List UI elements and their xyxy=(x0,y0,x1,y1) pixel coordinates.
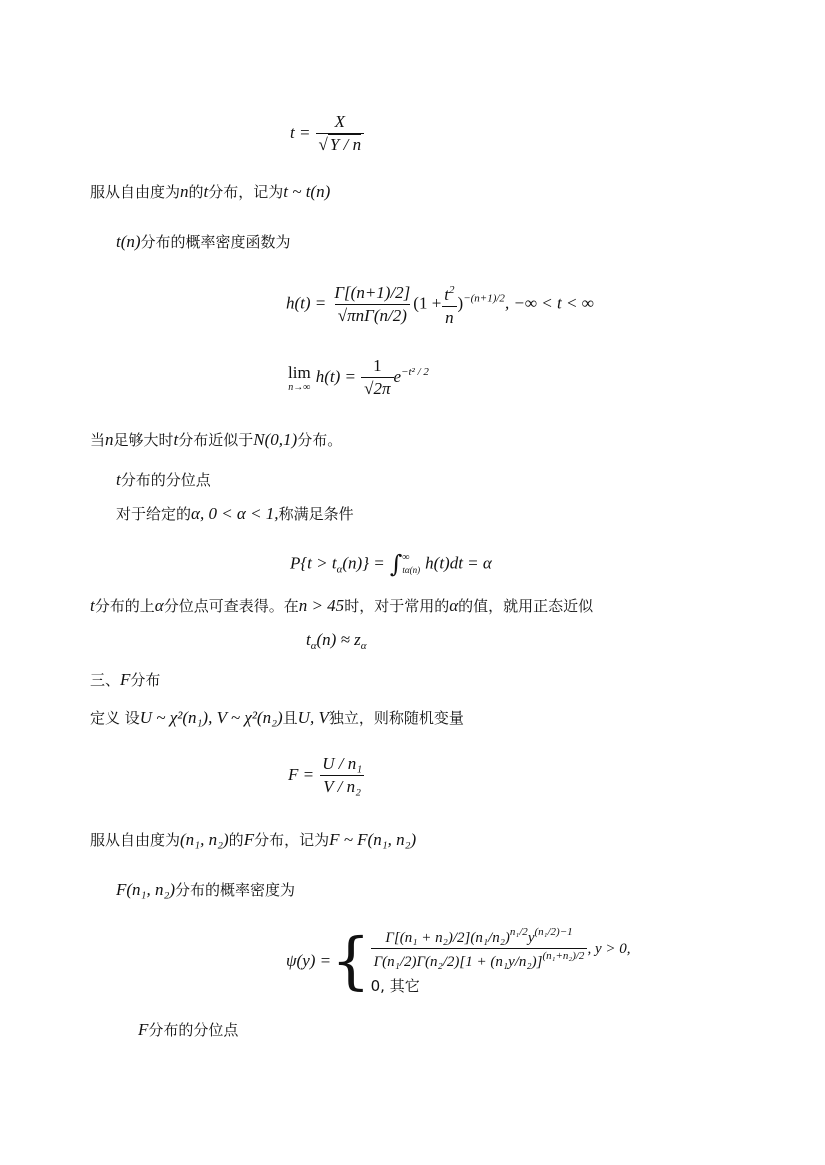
math-t: t xyxy=(203,182,209,201)
paragraph-upper-quantile xyxy=(90,596,593,616)
text: 服从自由度为 xyxy=(90,831,181,849)
equation-t-definition xyxy=(290,112,364,155)
text: 的 xyxy=(188,183,204,201)
numerator: 1 xyxy=(373,356,382,375)
text: 服从自由度为 xyxy=(90,183,181,201)
text: 三、 xyxy=(90,671,121,689)
text: 分布的概率密度函数为 xyxy=(140,233,291,251)
denominator: V / n₂ xyxy=(320,775,364,797)
text: 独立，则称随机变量 xyxy=(328,709,464,727)
text: 分布。 xyxy=(297,431,343,449)
math-n: n xyxy=(105,430,114,449)
text: 称满足条件 xyxy=(278,505,354,523)
fraction xyxy=(371,926,588,971)
math-expr: F ~ F(n₁, n₂) xyxy=(329,830,417,849)
equation-h-t xyxy=(286,280,594,328)
superscript: 2 xyxy=(449,284,455,296)
sqrt-sign: √ xyxy=(318,135,328,154)
text: 对于给定的 xyxy=(116,505,192,523)
math-n: n xyxy=(180,182,189,201)
paragraph-F-pdf-intro xyxy=(116,880,295,900)
text: t xyxy=(306,630,311,649)
fraction xyxy=(319,754,365,797)
fraction xyxy=(316,112,365,155)
math-t: t xyxy=(173,430,179,449)
math-expr: n > 45 xyxy=(298,596,345,615)
math-expr: F(n₁, n₂) xyxy=(116,880,176,899)
eq-lhs: t = xyxy=(290,123,311,142)
math-t: t xyxy=(116,470,121,489)
heading-F-quantile xyxy=(138,1020,238,1040)
case-1 xyxy=(371,926,631,971)
lim-block xyxy=(288,363,311,393)
text: t xyxy=(444,285,450,304)
numerator xyxy=(382,926,575,948)
text: 的 xyxy=(228,831,244,849)
math-F: F xyxy=(138,1020,149,1039)
eq-lhs: ψ(y) = xyxy=(286,951,332,970)
text: 的值，就用正态近似 xyxy=(458,597,594,615)
subscript: α xyxy=(336,563,343,576)
subscript: α xyxy=(360,640,367,652)
text: , −∞ < t < ∞ xyxy=(504,293,594,313)
math-expr: α, 0 < α < 1, xyxy=(191,504,279,523)
superscript: (n₁/2)−1 xyxy=(534,926,573,938)
text: (n) ≈ z xyxy=(316,630,361,649)
math-F: F xyxy=(243,830,255,849)
text: 分布，记为 xyxy=(208,183,284,201)
text: P{t > t xyxy=(290,553,337,573)
left-brace: { xyxy=(331,924,371,997)
paragraph-given-alpha xyxy=(116,504,354,524)
denominator xyxy=(316,133,365,155)
text: 分布的概率密度为 xyxy=(175,881,296,899)
paragraph-definition xyxy=(90,708,464,728)
eq-lhs: h(t) = xyxy=(286,293,327,313)
text: 分布，记为 xyxy=(254,831,330,849)
numerator: Γ[(n+1)/2] xyxy=(334,282,411,302)
text: 分布的分位点 xyxy=(148,1021,239,1039)
paragraph-F-distribution xyxy=(90,830,416,850)
eq-lhs: F = xyxy=(288,765,315,784)
radicand: Y / n xyxy=(329,135,362,154)
denominator: n xyxy=(442,306,457,328)
fraction xyxy=(331,283,413,326)
integral-sign: ∫ xyxy=(389,550,403,578)
math-expr: t(n) xyxy=(116,232,141,251)
text: h(t) = xyxy=(315,367,357,386)
math-expr: t ~ t(n) xyxy=(283,182,331,201)
case-2: 0, 其它 xyxy=(370,977,420,995)
fraction xyxy=(361,356,393,399)
integral-limits xyxy=(402,552,420,576)
lim: lim xyxy=(288,362,311,382)
text: 足够大时 xyxy=(113,431,174,449)
denominator: √2π xyxy=(361,377,393,399)
math-expr: U, V xyxy=(297,708,329,727)
text: (n)} = xyxy=(342,553,385,573)
heading-t-quantile xyxy=(116,470,211,490)
upper-limit: ∞ xyxy=(402,552,410,563)
equation-F-definition xyxy=(288,754,365,797)
numerator: X xyxy=(334,112,345,131)
math-t: t xyxy=(90,596,95,615)
text: , y > 0, xyxy=(587,941,631,957)
numerator: U / n₁ xyxy=(322,754,363,773)
text: 定义 设 xyxy=(90,709,140,727)
text: 分布近似于 xyxy=(178,431,254,449)
superscript: −t² / 2 xyxy=(401,366,429,378)
denominator: √πnΓ(n/2) xyxy=(335,304,410,326)
text: h(t)dt = α xyxy=(425,553,492,573)
text: 分位点可查表得。在 xyxy=(163,597,299,615)
math-expr: U ~ χ²(n₁), V ~ χ²(n₂) xyxy=(139,708,283,727)
math-expr: N(0,1) xyxy=(253,430,298,449)
math-F: F xyxy=(120,670,131,689)
paragraph-t-pdf-intro xyxy=(116,232,291,252)
text: 分布 xyxy=(130,671,161,689)
superscript: −(n+1)/2 xyxy=(463,292,505,305)
math-alpha: α xyxy=(154,596,164,615)
superscript: n₁/2 xyxy=(509,926,528,938)
text: 分布的上 xyxy=(94,597,155,615)
math-expr: (n₁, n₂) xyxy=(180,830,229,849)
lim-subscript: n→∞ xyxy=(288,381,311,393)
lower-limit: tα(n) xyxy=(402,565,421,575)
numerator xyxy=(441,280,457,306)
equation-t-approx-z xyxy=(306,630,367,656)
text: e xyxy=(393,367,402,386)
equation-psi xyxy=(286,926,630,996)
text: y xyxy=(527,930,535,946)
text: 时，对于常用的 xyxy=(344,597,450,615)
paragraph-t-distribution xyxy=(90,182,330,202)
superscript: (n₁+n₂)/2 xyxy=(542,950,585,962)
subscript: α xyxy=(310,640,317,652)
text: Γ(n₁/2)Γ(n₂/2)[1 + (n₁y/n₂)] xyxy=(373,954,543,970)
text: (1 + xyxy=(413,293,442,313)
paragraph-approx xyxy=(90,430,342,450)
text: 分布的分位点 xyxy=(120,471,211,489)
equation-limit xyxy=(288,356,429,399)
text: 且 xyxy=(282,709,298,727)
equation-integral xyxy=(290,552,492,580)
denominator xyxy=(371,948,588,971)
text: Γ[(n₁ + n₂)/2](n₁/n₂) xyxy=(385,930,510,946)
fraction xyxy=(441,280,457,328)
math-alpha: α xyxy=(449,596,459,615)
text: ) xyxy=(457,293,464,313)
cases xyxy=(371,926,631,996)
text: 当 xyxy=(90,431,106,449)
section-heading-f xyxy=(90,670,160,690)
